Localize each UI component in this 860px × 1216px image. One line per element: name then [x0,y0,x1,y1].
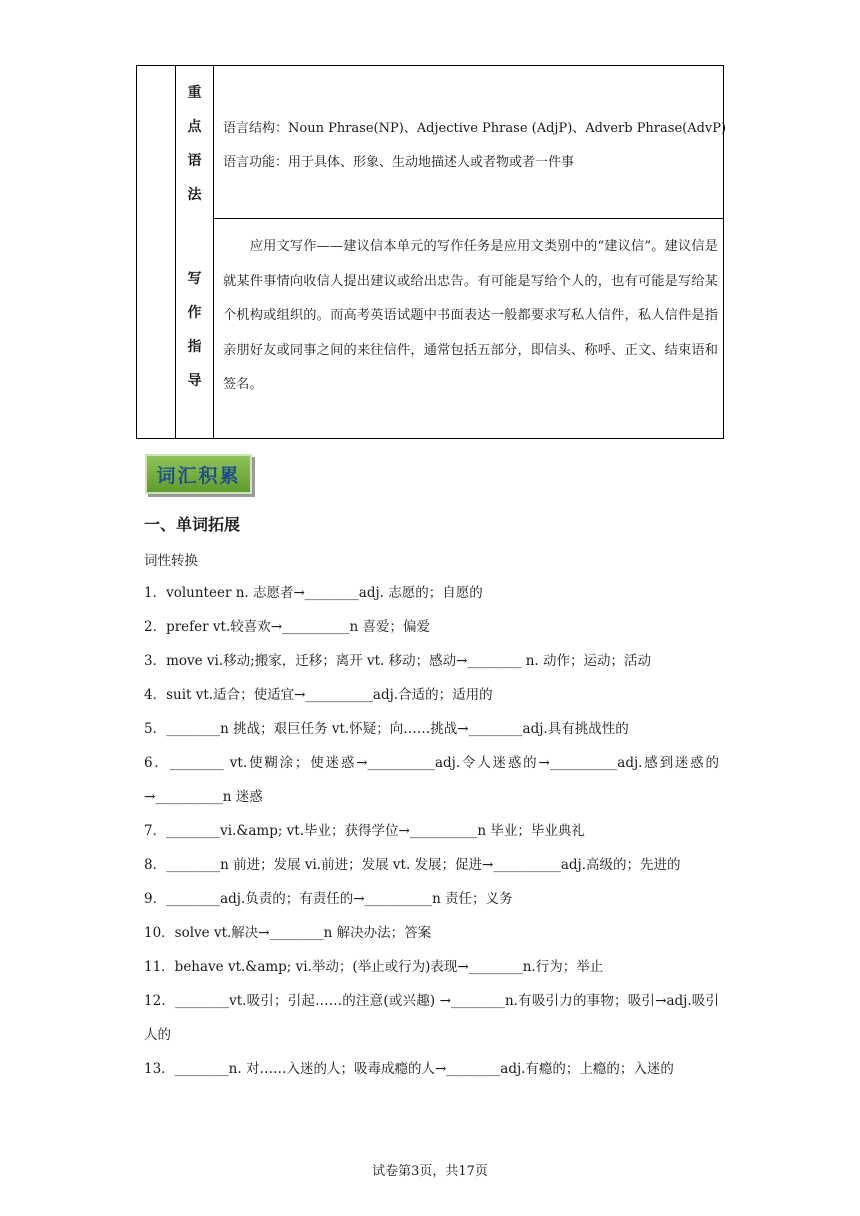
list-item: 11．behave vt.&amp; vi.举动；(举止或行为)表现→________n.行为；举止 [144,959,604,975]
table-row-divider [214,218,723,219]
section-title: 一、单词拓展 [144,515,241,534]
list-item: 8．________n 前进；发展 vi.前进；发展 vt. 发展；促进→__________adj.高级的；先进的 [144,857,681,873]
list-item: 1．volunteer n. 志愿者→________adj. 志愿的；自愿的 [144,585,483,601]
writing-guide-text: 应用文写作——建议信本单元的写作任务是应用文类别中的“建议信”。建议信是就某件事情向收信人提出建议或给出忠告。有可能是写给个人的，也有可能是写给某个机构或组织的。而高考英语试题中书面表达一般都要求写私人信件，私人信件是指亲朋好友或同事之间的来往信件，通常包括五部分，即信头、称呼、正文、结束语和签名。 [223,239,718,392]
row-label-writing: 写 作 指 导 [187,271,202,389]
list-item: 4．suit vt.适合；使适宜→__________adj.合适的；适用的 [144,687,493,703]
vocabulary-badge [145,454,252,494]
subsection-title: 词性转换 [144,553,198,569]
list-item: 12．________vt.吸引；引起……的注意(或兴趣) →________n.有吸引力的事物；吸引→adj.吸引人的 [144,993,719,1043]
grammar-structure: 语言结构：Noun Phrase(NP)、Adjective Phrase (AdjP)、Adverb Phrase(AdvP) [223,121,727,136]
list-item: 3．move vi.移动;搬家，迁移；离开 vt. 移动；感动→________ n. 动作；运动；活动 [144,653,652,669]
list-item: 9．________adj.负责的；有责任的→__________n 责任；义务 [144,891,513,907]
badge-label: 词汇积累 [156,464,241,487]
page-footer: 试卷第3页，共17页 [372,1164,488,1179]
grammar-function: 语言功能：用于具体、形象、生动地描述人或者物或者一件事 [223,155,575,170]
list-item: 5．________n 挑战；艰巨任务 vt.怀疑；向……挑战→________adj.具有挑战性的 [144,721,629,737]
grammar-writing-table [136,65,727,439]
list-item: 10．solve vt.解决→________n 解决办法；答案 [144,925,432,941]
list-item: 2．prefer vt.较喜欢→__________n 喜爱；偏爱 [144,619,431,635]
list-item: 13．________n. 对……入迷的人；吸毒成瘾的人→________adj.有瘾的；上瘾的；入迷的 [144,1061,674,1077]
list-item: 6．________ vt.使糊涂；使迷惑→__________adj.令人迷惑的→__________adj.感到迷惑的→__________n 迷惑 [144,755,719,805]
grammar-content [223,112,727,180]
table-divider [213,66,214,438]
list-item: 7．________vi.&amp; vt.毕业；获得学位→__________n 毕业；毕业典礼 [144,823,585,839]
row-label-grammar: 重 点 语 法 [187,85,202,203]
exercise-list [144,576,719,1086]
